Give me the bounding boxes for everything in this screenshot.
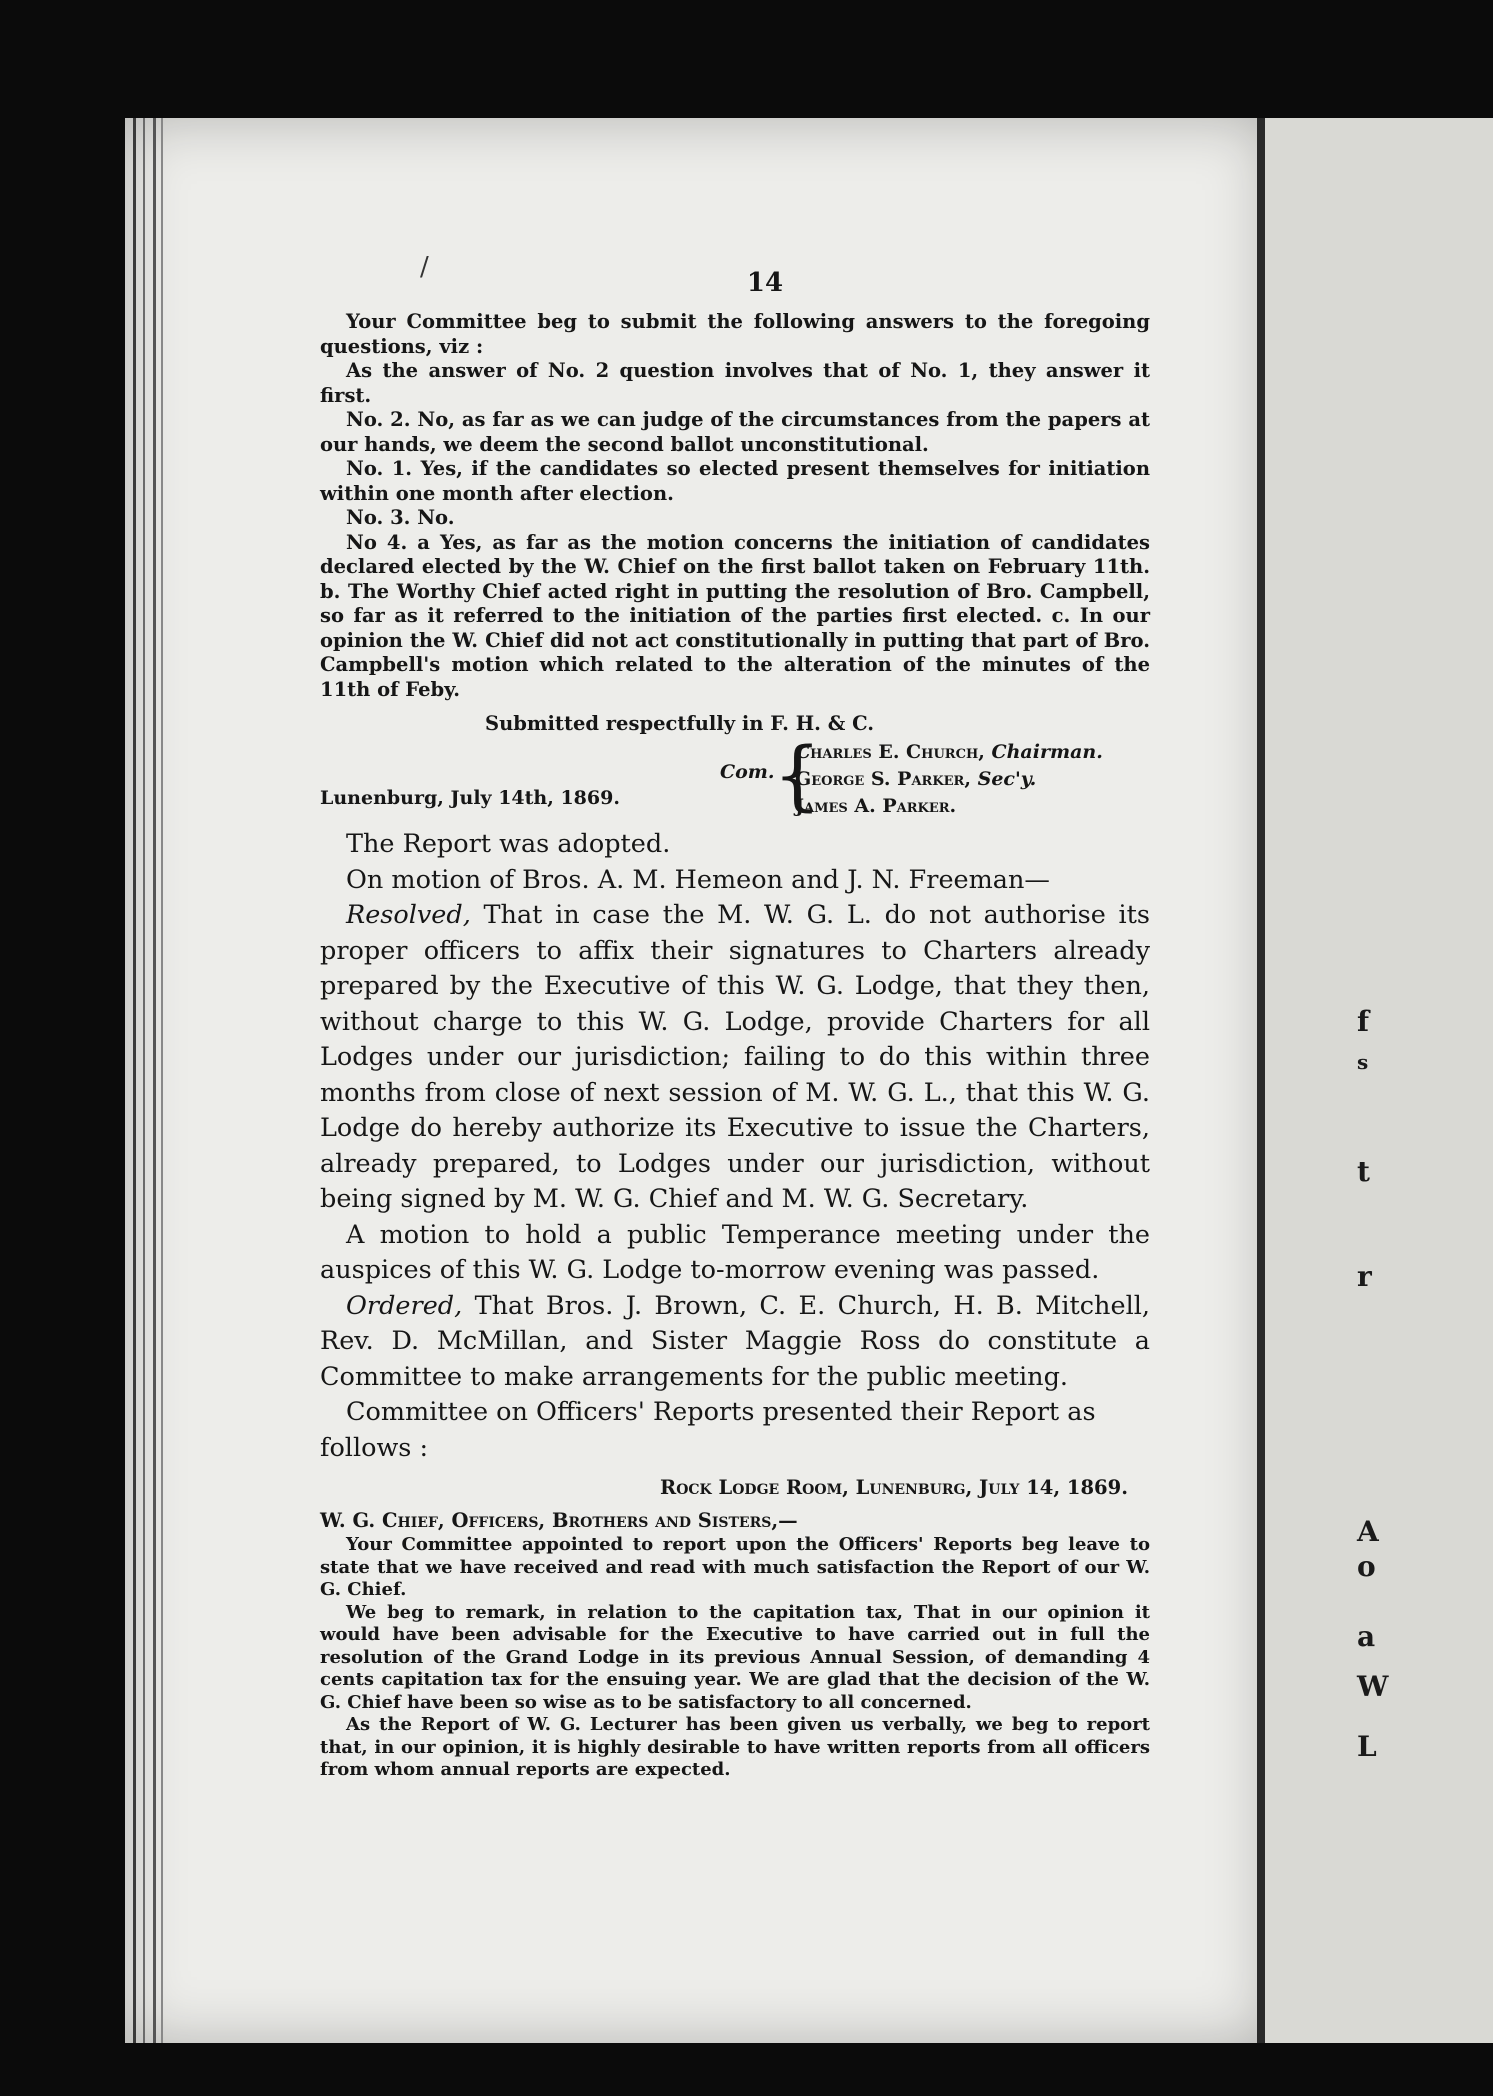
next-page-strip [1265, 118, 1493, 2043]
page-number: 14 [746, 268, 784, 298]
ordered-label: Ordered, [346, 1290, 463, 1321]
signatory-name: Charles E. Church, [795, 741, 985, 763]
edge-letter: W [1357, 1670, 1389, 1703]
binding-line [143, 118, 145, 2043]
signatory-role: Sec'y. [977, 768, 1037, 790]
paragraph: We beg to remark, in relation to the capitation tax, That in our opinion it would have been advisable for the Executive to have carried out in full the resolution of the Grand Lodge in its previous Annual Session, of demanding 4 cents capitation tax for the ensuing year. We are glad that the decision of the W. G. Chief have been so wise as to be satisfactory to all concerned. [320, 1601, 1150, 1713]
edge-letter: a [1357, 1620, 1376, 1653]
minutes [320, 827, 1150, 1466]
paragraph: No. 1. Yes, if the candidates so elected present themselves for initiation within one month after election. [320, 457, 1150, 505]
binding-line [161, 118, 163, 2043]
paragraph: On motion of Bros. A. M. Hemeon and J. N. Freeman— [346, 864, 1050, 895]
resolution-text: That in case the M. W. G. L. do not authorise its proper officers to affix their signatures to Charters already prepared by the Executive of this W. G. Lodge, that they then, without charge to this W. G. Lodge, provide Charters for all Lodges under our jurisdiction; failing to do this within three months from close of next session of M. W. G. L., that this W. G. Lodge do hereby authorize its Executive to issue the Charters, already prepared, to Lodges under our jurisdiction, without being signed by M. W. G. Chief and M. W. G. Secretary. [320, 900, 1151, 1214]
edge-letter: L [1357, 1730, 1377, 1763]
edge-letter: s [1357, 1050, 1369, 1074]
paragraph: Your Committee beg to submit the following answers to the foregoing questions, viz : [320, 310, 1150, 358]
paragraph: As the Report of W. G. Lecturer has been given us verbally, we beg to report that, in our opinion, it is highly desirable to have written reports from all officers from whom annual reports are expected. [320, 1714, 1150, 1780]
edge-letter: f [1357, 1005, 1370, 1038]
signatories [795, 739, 1103, 820]
paragraph: As the answer of No. 2 question involves that of No. 1, they answer it first. [320, 359, 1150, 407]
paragraph: Committee on Officers' Reports presented their Report as follows : [320, 1397, 1096, 1463]
edge-letter: A [1357, 1515, 1379, 1548]
page-content [320, 268, 1150, 1782]
signatory [795, 739, 1103, 766]
com-label: Com. [720, 761, 775, 783]
order-text: That Bros. J. Brown, C. E. Church, H. B. Mitchell, Rev. D. McMillan, and Sister Maggie Ross do constitute a Committee to make arrangements for the public meeting. [320, 1290, 1150, 1392]
salutation: W. G. Chief, Officers, Brothers and Sisters,— [320, 1509, 798, 1532]
signatory-role: Chairman. [991, 741, 1103, 763]
pencil-mark: / [420, 252, 429, 282]
signatory [795, 766, 1103, 793]
paragraph: The Report was adopted. [346, 829, 671, 859]
submitted-line: Submitted respectfully in F. H. & C. [485, 712, 875, 735]
order [320, 1289, 1150, 1396]
paragraph: A motion to hold a public Temperance meeting under the auspices of this W. G. Lodge to-morrow evening was passed. [320, 1219, 1150, 1285]
paragraph: No. 3. No. [346, 506, 455, 529]
signatory-name: James A. Parker. [795, 795, 957, 817]
page-edge-shadow [1257, 118, 1265, 2043]
paragraph: Your Committee appointed to report upon the Officers' Reports beg leave to state that we have received and read with much satisfaction the Report of our W. G. Chief. [320, 1534, 1150, 1600]
signatory-name: George S. Parker, [795, 768, 971, 790]
edge-letter: o [1357, 1550, 1376, 1583]
brace-glyph: { [773, 730, 822, 819]
edge-letter: r [1357, 1260, 1372, 1293]
binding-line [133, 118, 136, 2043]
signature-block [320, 730, 1150, 821]
paragraph: No 4. a Yes, as far as the motion concerns the initiation of candidates declared elected by the W. Chief on the first ballot taken on February 11th. b. The Worthy Chief acted right in putting the resolution of Bro. Campbell, so far as it referred to the initiation of the parties first elected. c. In our opinion the W. Chief did not act constitutionally in putting that part of Bro. Campbell's motion which related to the alteration of the minutes of the 11th of Feby. [320, 530, 1150, 701]
place-date: Lunenburg, July 14th, 1869. [320, 787, 620, 809]
binding-line [153, 118, 156, 2043]
committee-answers [320, 310, 1150, 702]
report-heading: Rock Lodge Room, Lunenburg, July 14, 1869. [660, 1476, 1128, 1499]
officers-report [320, 1534, 1150, 1782]
resolved-label: Resolved, [346, 900, 471, 930]
resolution [320, 898, 1150, 1218]
edge-letter: t [1357, 1155, 1370, 1188]
paragraph: No. 2. No, as far as we can judge of the circumstances from the papers at our hands, we deem the second ballot unconstitutional. [320, 408, 1150, 456]
signatory [795, 793, 1103, 820]
